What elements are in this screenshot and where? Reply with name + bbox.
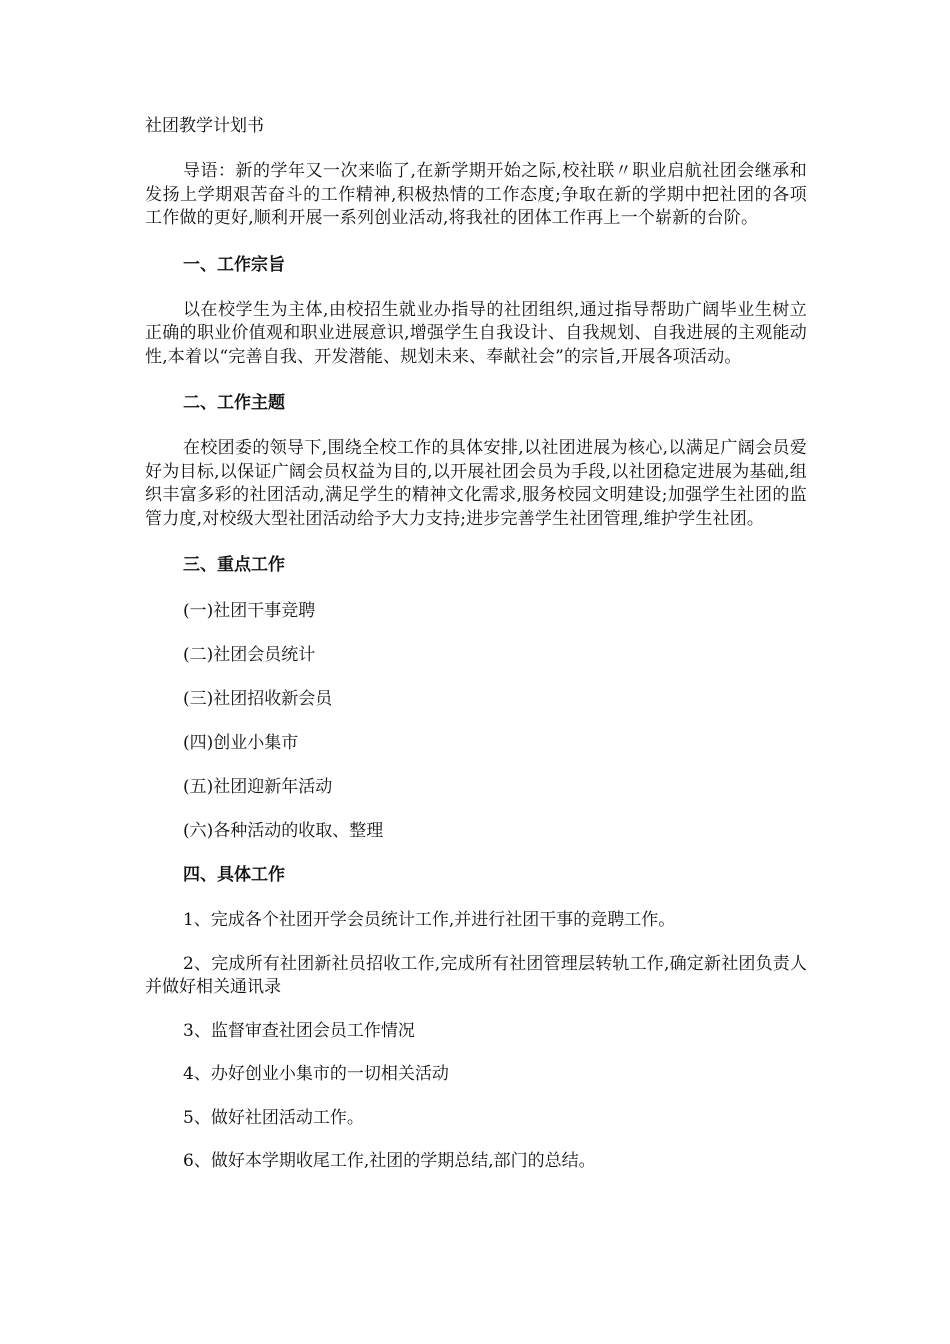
- section-text-purpose: 以在校学生为主体,由校招生就业办指导的社团组织,通过指导帮助广阔毕业生树立正确的职业价值观和职业进展意识,增强学生自我设计、自我规划、自我进展的主观能动性,本着以“完善自我、开发潜能、规划未来、奉献社会”的宗旨,开展各项活动。: [145, 299, 807, 367]
- section-heading-specific-work: 四、具体工作: [183, 865, 285, 885]
- document-page: [145, 114, 807, 1194]
- section-heading-key-work: 三、重点工作: [183, 555, 285, 575]
- key-work-item: (五)社团迎新年活动: [183, 777, 333, 797]
- specific-work-item: 3、监督审查社团会员工作情况: [183, 1020, 415, 1041]
- key-work-item: (三)社团招收新会员: [183, 689, 333, 709]
- specific-work-item: 4、办好创业小集市的一切相关活动: [183, 1064, 449, 1084]
- key-work-item: (二)社团会员统计: [183, 645, 316, 665]
- document-title: 社团教学计划书: [145, 116, 264, 136]
- key-work-item: (一)社团干事竞聘: [183, 601, 316, 621]
- intro-paragraph: 导语：新的学年又一次来临了,在新学期开始之际,校社联〃职业启航社团会继承和发扬上学期艰苦奋斗的工作精神,积极热情的工作态度;争取在新的学期中把社团的各项工作做的更好,顺利开展一系列创业活动,将我社的团体工作再上一个崭新的台阶。: [145, 161, 807, 228]
- section-heading-purpose: 一、工作宗旨: [183, 254, 285, 275]
- specific-work-item: 6、做好本学期收尾工作,社团的学期总结,部门的总结。: [183, 1151, 596, 1171]
- key-work-item: (六)各种活动的收取、整理: [183, 821, 384, 841]
- specific-work-item: 5、做好社团活动工作。: [183, 1107, 364, 1128]
- section-text-theme: 在校团委的领导下,围绕全校工作的具体安排,以社团进展为核心,以满足广阔会员爱好为目标,以保证广阔会员权益为目的,以开展社团会员为手段,以社团稳定进展为基础,组织丰富多彩的社团活动,满足学生的精神文化需求,服务校园文明建设;加强学生社团的监管力度,对校级大型社团活动给予大力支持;进步完善学生社团管理,维护学生社团。: [145, 438, 807, 529]
- section-heading-theme: 二、工作主题: [183, 393, 285, 413]
- specific-work-item: 2、完成所有社团新社员招收工作,完成所有社团管理层转轨工作,确定新社团负责人并做好相关通讯录: [145, 953, 807, 997]
- specific-work-item: 1、完成各个社团开学会员统计工作,并进行社团干事的竞聘工作。: [183, 910, 676, 930]
- key-work-item: (四)创业小集市: [183, 733, 299, 753]
